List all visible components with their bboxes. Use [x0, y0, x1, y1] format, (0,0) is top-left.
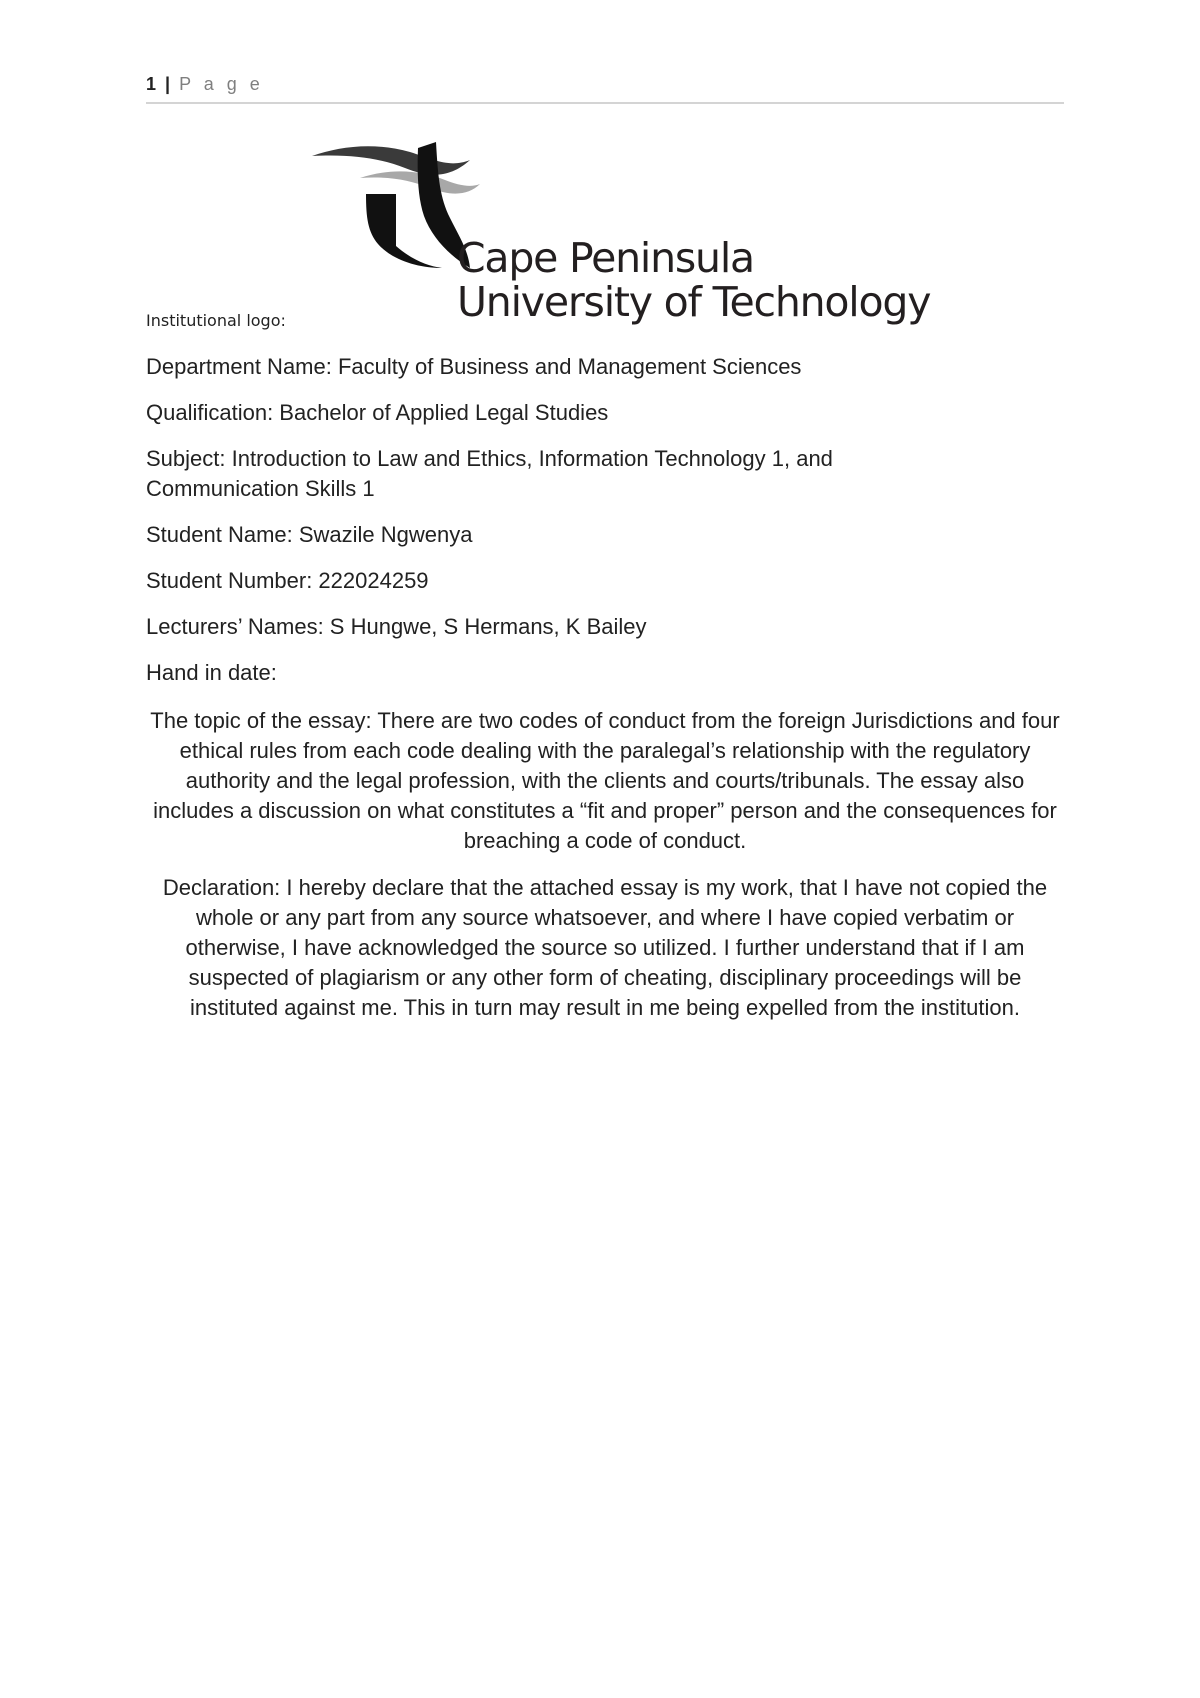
page-label: P a g e — [179, 74, 264, 94]
cover-fields — [146, 352, 1066, 704]
page-number: 1 — [146, 74, 157, 94]
institution-logo — [300, 138, 931, 338]
subject-field: Subject: Introduction to Law and Ethics, Information Technology 1, and Communication Skills 1 — [146, 446, 833, 501]
student-name-field: Student Name: Swazile Ngwenya — [146, 522, 473, 547]
header-separator: | — [165, 74, 171, 94]
logo-line-2: University of Technology — [457, 278, 931, 326]
department-field: Department Name: Faculty of Business and Management Sciences — [146, 354, 802, 379]
logo-line-1: Cape Peninsula — [457, 234, 754, 282]
page-header — [146, 74, 1064, 104]
logo-wordmark — [457, 236, 930, 324]
declaration-paragraph: Declaration: I hereby declare that the attached essay is my work, that I have not copied the whole or any part from any source whatsoever, and where I have copied verbatim or otherwise, I have acknowledged the source so utilized. I further understand that if I am suspected of plagiarism or any other form of cheating, disciplinary proceedings will be instituted against me. This in turn may result in me being expelled from the institution. — [162, 875, 1048, 1020]
student-number-field: Student Number: 222024259 — [146, 568, 429, 593]
essay-topic-paragraph: The topic of the essay: There are two codes of conduct from the foreign Jurisdictions and four ethical rules from each code dealing with the paralegal’s relationship with the regulatory authority and the legal profession, with the clients and courts/tribunals. The essay also includes a discussion on what constitutes a “fit and proper” person and the consequences for breaching a code of conduct. — [150, 708, 1060, 853]
qualification-field: Qualification: Bachelor of Applied Legal Studies — [146, 400, 609, 425]
institutional-logo-label: Institutional logo: — [146, 311, 286, 330]
hand-in-date-field: Hand in date: — [146, 660, 277, 685]
lecturers-field: Lecturers’ Names: S Hungwe, S Hermans, K Bailey — [146, 614, 647, 639]
